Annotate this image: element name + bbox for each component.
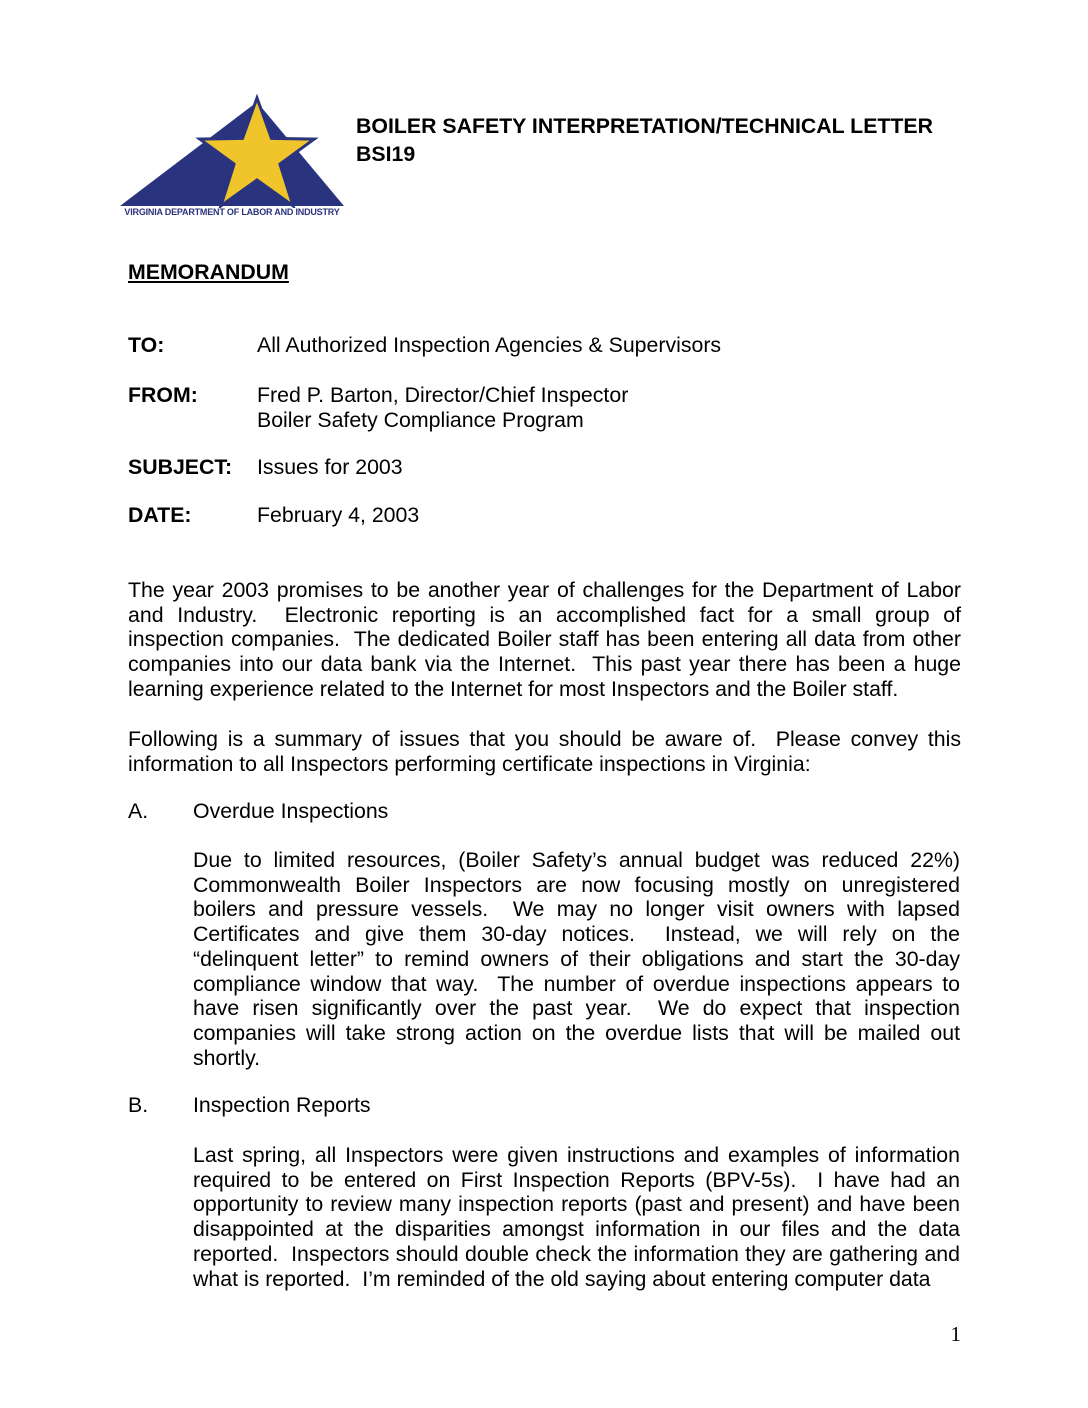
memo-field-from-value [257,383,628,432]
section-b-heading [128,1093,961,1118]
summary-paragraph: Following is a summary of issues that you should be aware of. Please convey this information to all Inspectors performing certificate inspections in Virginia: [128,727,967,776]
logo-banner-text: VIRGINIA DEPARTMENT OF LABOR AND INDUSTRY [124,207,340,217]
memorandum-heading: MEMORANDUM [128,260,289,284]
memo-field-subject-value [257,455,403,480]
memo-field-date-value [257,503,419,528]
memo-field-subject [128,455,961,480]
section-a-title: Overdue Inspections [193,799,389,823]
memo-field-to-label: TO: [128,333,165,357]
section-a-heading [128,799,961,824]
section-b-paragraph: Last spring, all Inspectors were given instructions and examples of information required to be entered on First Inspection Reports (BPV-5s). I have had an opportunity to review many inspection reports (past and present) and have been disappointed at the disparities amongst information in our files and the data reported. Inspectors should double check the information they are gathering and what is reported. I’m reminded of the old saying about entering computer data [193,1143,966,1291]
section-a-paragraph: Due to limited resources, (Boiler Safety’s annual budget was reduced 22%) Commonwealth Boiler Inspectors are now focusing mostly on unregistered boilers and pressure vessels. We may no longer visit owners with lapsed Certificates and give them 30-day notices. Instead, we will rely on the “delinquent letter” to remind owners of their obligations and start the 30-day compliance window that way. The number of overdue inspections appears to have risen significantly over the past year. We do expect that inspection companies will take strong action on the overdue lists that will be mailed out shortly. [193,848,966,1070]
document-title-line2: BSI19 [356,142,416,166]
memo-field-subject-label: SUBJECT: [128,455,233,479]
section-b-letter: B. [128,1093,149,1117]
section-a-letter: A. [128,799,149,823]
memo-field-from-line1: Fred P. Barton, Director/Chief Inspector [257,383,629,407]
memo-field-from-label: FROM: [128,383,198,407]
memo-field-date-label: DATE: [128,503,192,527]
agency-logo [118,94,348,217]
logo-graphic [118,94,346,208]
memo-field-date-line1: February 4, 2003 [257,503,420,527]
document-title [356,112,966,168]
memo-field-subject-line1: Issues for 2003 [257,455,403,479]
memo-field-to-line1: All Authorized Inspection Agencies & Supervisors [257,333,722,357]
section-b-title: Inspection Reports [193,1093,371,1117]
page-number: 1 [950,1322,961,1346]
document-title-line1: BOILER SAFETY INTERPRETATION/TECHNICAL LETTER [356,114,934,138]
intro-paragraph: The year 2003 promises to be another year of challenges for the Department of Labor and Industry. Electronic reporting is an accomplished fact for a small group of inspection companies. The dedicated Boiler staff has been entering all data from other companies into our data bank via the Internet. This past year there has been a huge learning experience related to the Internet for most Inspectors and the Boiler staff. [128,578,967,701]
memo-field-to-value [257,333,721,358]
memo-field-date [128,503,961,528]
memo-field-to [128,333,961,358]
memo-field-from [128,383,961,432]
memo-field-from-line2: Boiler Safety Compliance Program [257,407,584,432]
